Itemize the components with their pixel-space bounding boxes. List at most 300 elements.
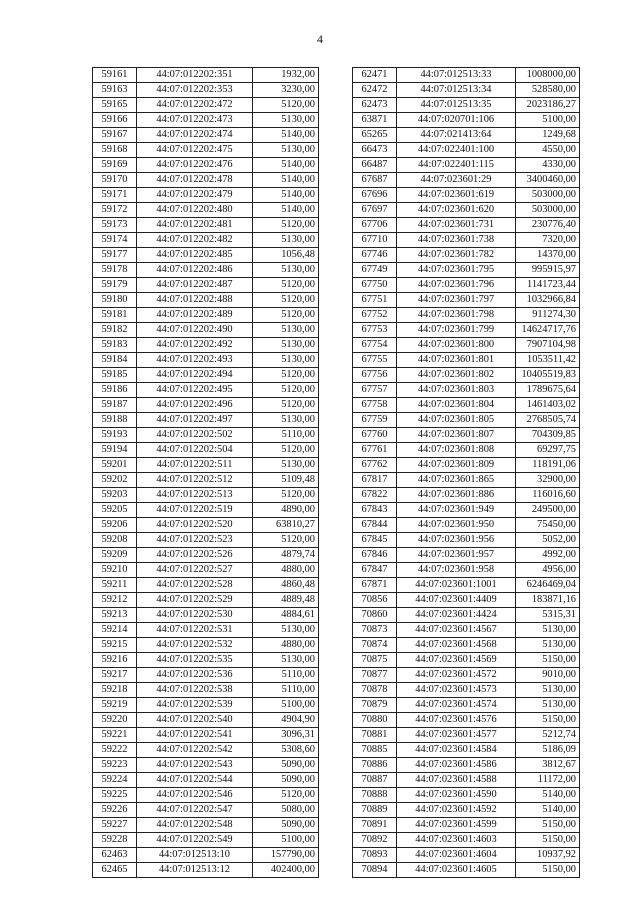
value-cell: 5080,00 xyxy=(253,803,319,818)
row-number-cell: 59163 xyxy=(93,83,137,98)
table-row xyxy=(93,428,319,443)
value-cell: 4860,48 xyxy=(253,578,319,593)
value-cell: 5090,00 xyxy=(253,773,319,788)
row-number-cell: 59183 xyxy=(93,338,137,353)
row-number-cell: 62463 xyxy=(93,848,137,863)
row-number-cell: 62465 xyxy=(93,863,137,878)
row-number-cell: 59228 xyxy=(93,833,137,848)
row-number-cell: 59186 xyxy=(93,383,137,398)
table-row xyxy=(353,353,580,368)
value-cell: 5052,00 xyxy=(516,533,580,548)
value-cell: 5150,00 xyxy=(516,653,580,668)
value-cell: 249500,00 xyxy=(516,503,580,518)
row-number-cell: 67822 xyxy=(353,488,397,503)
value-cell: 2023186,27 xyxy=(516,98,580,113)
value-cell: 4889,48 xyxy=(253,593,319,608)
value-cell: 5120,00 xyxy=(253,293,319,308)
table-row xyxy=(93,143,319,158)
cadastral-number-cell: 44:07:012202:474 xyxy=(137,128,253,143)
cadastral-number-cell: 44:07:012202:481 xyxy=(137,218,253,233)
row-number-cell: 62473 xyxy=(353,98,397,113)
table-row xyxy=(353,368,580,383)
table-row xyxy=(353,683,580,698)
value-cell: 9010,00 xyxy=(516,668,580,683)
value-cell: 5130,00 xyxy=(253,113,319,128)
table-row xyxy=(353,278,580,293)
cadastral-number-cell: 44:07:023601:956 xyxy=(397,533,516,548)
table-row xyxy=(353,788,580,803)
cadastral-number-cell: 44:07:012202:549 xyxy=(137,833,253,848)
row-number-cell: 59185 xyxy=(93,368,137,383)
table-row xyxy=(93,503,319,518)
value-cell: 5150,00 xyxy=(516,713,580,728)
table-row xyxy=(93,338,319,353)
value-cell: 5186,09 xyxy=(516,743,580,758)
value-cell: 7907104,98 xyxy=(516,338,580,353)
row-number-cell: 59170 xyxy=(93,173,137,188)
value-cell: 5140,00 xyxy=(253,188,319,203)
value-cell: 5130,00 xyxy=(253,323,319,338)
table-row xyxy=(353,83,580,98)
table-row xyxy=(93,458,319,473)
table-row xyxy=(93,683,319,698)
row-number-cell: 59177 xyxy=(93,248,137,263)
value-cell: 5130,00 xyxy=(253,458,319,473)
row-number-cell: 70881 xyxy=(353,728,397,743)
table-row xyxy=(353,668,580,683)
cadastral-number-cell: 44:07:023601:29 xyxy=(397,173,516,188)
value-cell: 911274,30 xyxy=(516,308,580,323)
value-cell: 3096,31 xyxy=(253,728,319,743)
table-row xyxy=(353,173,580,188)
row-number-cell: 67754 xyxy=(353,338,397,353)
value-cell: 5150,00 xyxy=(516,818,580,833)
table-row xyxy=(93,278,319,293)
row-number-cell: 59174 xyxy=(93,233,137,248)
row-number-cell: 59202 xyxy=(93,473,137,488)
table-row xyxy=(353,533,580,548)
value-cell: 5110,00 xyxy=(253,683,319,698)
row-number-cell: 59171 xyxy=(93,188,137,203)
value-cell: 14624717,76 xyxy=(516,323,580,338)
row-number-cell: 67750 xyxy=(353,278,397,293)
cadastral-number-cell: 44:07:012202:493 xyxy=(137,353,253,368)
row-number-cell: 59173 xyxy=(93,218,137,233)
row-number-cell: 67755 xyxy=(353,353,397,368)
value-cell: 3812,67 xyxy=(516,758,580,773)
cadastral-number-cell: 44:07:012202:520 xyxy=(137,518,253,533)
cadastral-number-cell: 44:07:023601:803 xyxy=(397,383,516,398)
value-cell: 1053511,42 xyxy=(516,353,580,368)
table-row xyxy=(93,413,319,428)
table-row xyxy=(93,593,319,608)
cadastral-number-cell: 44:07:012202:539 xyxy=(137,698,253,713)
row-number-cell: 59161 xyxy=(93,68,137,83)
value-cell: 5120,00 xyxy=(253,278,319,293)
cadastral-number-cell: 44:07:012202:504 xyxy=(137,443,253,458)
row-number-cell: 59181 xyxy=(93,308,137,323)
row-number-cell: 70888 xyxy=(353,788,397,803)
cadastral-number-cell: 44:07:012202:476 xyxy=(137,158,253,173)
value-cell: 7320,00 xyxy=(516,233,580,248)
row-number-cell: 67758 xyxy=(353,398,397,413)
table-row xyxy=(353,218,580,233)
cadastral-number-cell: 44:07:012202:485 xyxy=(137,248,253,263)
table-row xyxy=(353,833,580,848)
value-cell: 63810,27 xyxy=(253,518,319,533)
cadastral-number-cell: 44:07:023601:1001 xyxy=(397,578,516,593)
table-row xyxy=(353,158,580,173)
value-cell: 116016,60 xyxy=(516,488,580,503)
table-row xyxy=(93,608,319,623)
cadastral-number-cell: 44:07:023601:808 xyxy=(397,443,516,458)
value-cell: 5130,00 xyxy=(516,683,580,698)
table-row xyxy=(93,818,319,833)
cadastral-number-cell: 44:07:022401:115 xyxy=(397,158,516,173)
value-cell: 5090,00 xyxy=(253,758,319,773)
value-cell: 5090,00 xyxy=(253,818,319,833)
row-number-cell: 67756 xyxy=(353,368,397,383)
table-row xyxy=(93,713,319,728)
table-row xyxy=(353,473,580,488)
table-row xyxy=(353,698,580,713)
value-cell: 5140,00 xyxy=(516,803,580,818)
table-row xyxy=(93,293,319,308)
cadastral-number-cell: 44:07:012202:511 xyxy=(137,458,253,473)
cadastral-number-cell: 44:07:012202:543 xyxy=(137,758,253,773)
table-row xyxy=(93,488,319,503)
row-number-cell: 59216 xyxy=(93,653,137,668)
row-number-cell: 59182 xyxy=(93,323,137,338)
cadastral-number-cell: 44:07:012202:495 xyxy=(137,383,253,398)
row-number-cell: 65265 xyxy=(353,128,397,143)
table-row xyxy=(353,323,580,338)
cadastral-number-cell: 44:07:023601:804 xyxy=(397,398,516,413)
value-cell: 5130,00 xyxy=(253,623,319,638)
row-number-cell: 59222 xyxy=(93,743,137,758)
value-cell: 3400460,00 xyxy=(516,173,580,188)
table-row xyxy=(93,98,319,113)
value-cell: 230776,40 xyxy=(516,218,580,233)
cadastral-number-cell: 44:07:023601:950 xyxy=(397,518,516,533)
row-number-cell: 59205 xyxy=(93,503,137,518)
value-cell: 2768505,74 xyxy=(516,413,580,428)
table-row xyxy=(93,248,319,263)
table-row xyxy=(353,818,580,833)
cadastral-number-cell: 44:07:023601:798 xyxy=(397,308,516,323)
cadastral-number-cell: 44:07:012202:486 xyxy=(137,263,253,278)
row-number-cell: 70880 xyxy=(353,713,397,728)
value-cell: 5100,00 xyxy=(516,113,580,128)
table-row xyxy=(93,173,319,188)
row-number-cell: 62472 xyxy=(353,83,397,98)
row-number-cell: 59225 xyxy=(93,788,137,803)
row-number-cell: 59166 xyxy=(93,113,137,128)
value-cell: 5120,00 xyxy=(253,533,319,548)
row-number-cell: 59172 xyxy=(93,203,137,218)
table-row xyxy=(353,848,580,863)
table-row xyxy=(93,788,319,803)
value-cell: 1056,48 xyxy=(253,248,319,263)
value-cell: 4956,00 xyxy=(516,563,580,578)
cadastral-number-cell: 44:07:012202:351 xyxy=(137,68,253,83)
cadastral-number-cell: 44:07:012202:497 xyxy=(137,413,253,428)
table-row xyxy=(353,743,580,758)
table-row xyxy=(93,308,319,323)
table-row xyxy=(353,308,580,323)
cadastral-number-cell: 44:07:023601:4569 xyxy=(397,653,516,668)
table-row xyxy=(93,623,319,638)
value-cell: 5130,00 xyxy=(516,638,580,653)
cadastral-number-cell: 44:07:023601:4574 xyxy=(397,698,516,713)
value-cell: 5120,00 xyxy=(253,488,319,503)
cadastral-number-cell: 44:07:023601:799 xyxy=(397,323,516,338)
table-row xyxy=(353,398,580,413)
cadastral-number-cell: 44:07:012202:540 xyxy=(137,713,253,728)
table-row xyxy=(93,398,319,413)
value-cell: 5130,00 xyxy=(253,338,319,353)
row-number-cell: 67759 xyxy=(353,413,397,428)
value-cell: 1141723,44 xyxy=(516,278,580,293)
value-cell: 5100,00 xyxy=(253,833,319,848)
cadastral-number-cell: 44:07:012202:489 xyxy=(137,308,253,323)
cadastral-number-cell: 44:07:023601:4568 xyxy=(397,638,516,653)
row-number-cell: 59165 xyxy=(93,98,137,113)
table-row xyxy=(93,368,319,383)
table-row xyxy=(93,803,319,818)
table-row xyxy=(353,518,580,533)
row-number-cell: 67847 xyxy=(353,563,397,578)
row-number-cell: 59213 xyxy=(93,608,137,623)
table-row xyxy=(353,773,580,788)
cadastral-number-cell: 44:07:023601:958 xyxy=(397,563,516,578)
value-cell: 4330,00 xyxy=(516,158,580,173)
row-number-cell: 67697 xyxy=(353,203,397,218)
table-row xyxy=(93,548,319,563)
row-number-cell: 66473 xyxy=(353,143,397,158)
cadastral-number-cell: 44:07:012202:546 xyxy=(137,788,253,803)
cadastral-number-cell: 44:07:012202:529 xyxy=(137,593,253,608)
table-row xyxy=(353,233,580,248)
table-row xyxy=(93,758,319,773)
cadastral-number-cell: 44:07:012202:512 xyxy=(137,473,253,488)
cadastral-number-cell: 44:07:023601:796 xyxy=(397,278,516,293)
table-row xyxy=(353,758,580,773)
cadastral-number-cell: 44:07:012202:488 xyxy=(137,293,253,308)
value-cell: 503000,00 xyxy=(516,203,580,218)
cadastral-number-cell: 44:07:023601:4588 xyxy=(397,773,516,788)
value-cell: 5120,00 xyxy=(253,443,319,458)
row-number-cell: 59209 xyxy=(93,548,137,563)
cadastral-number-cell: 44:07:012202:502 xyxy=(137,428,253,443)
cadastral-number-cell: 44:07:023601:4576 xyxy=(397,713,516,728)
value-cell: 6246469,04 xyxy=(516,578,580,593)
cadastral-number-cell: 44:07:012202:527 xyxy=(137,563,253,578)
table-row xyxy=(353,578,580,593)
row-number-cell: 59187 xyxy=(93,398,137,413)
table-row xyxy=(93,698,319,713)
cadastral-number-cell: 44:07:012202:530 xyxy=(137,608,253,623)
row-number-cell: 67710 xyxy=(353,233,397,248)
table-row xyxy=(93,848,319,863)
table-row xyxy=(353,548,580,563)
row-number-cell: 70860 xyxy=(353,608,397,623)
row-number-cell: 59210 xyxy=(93,563,137,578)
cadastral-number-cell: 44:07:012202:531 xyxy=(137,623,253,638)
value-cell: 5120,00 xyxy=(253,98,319,113)
cadastral-number-cell: 44:07:023601:4409 xyxy=(397,593,516,608)
table-row xyxy=(353,863,580,878)
value-cell: 5140,00 xyxy=(253,203,319,218)
cadastral-number-cell: 44:07:012202:475 xyxy=(137,143,253,158)
table-row xyxy=(353,248,580,263)
table-row xyxy=(353,458,580,473)
cadastral-number-cell: 44:07:023601:619 xyxy=(397,188,516,203)
row-number-cell: 59218 xyxy=(93,683,137,698)
table-row xyxy=(353,443,580,458)
table-row xyxy=(93,203,319,218)
table-row xyxy=(353,653,580,668)
value-cell: 5120,00 xyxy=(253,383,319,398)
row-number-cell: 59167 xyxy=(93,128,137,143)
table-row xyxy=(93,353,319,368)
row-number-cell: 59193 xyxy=(93,428,137,443)
row-number-cell: 67706 xyxy=(353,218,397,233)
cadastral-number-cell: 44:07:012202:473 xyxy=(137,113,253,128)
value-cell: 4880,00 xyxy=(253,563,319,578)
value-cell: 5140,00 xyxy=(253,128,319,143)
right-parcel-table xyxy=(352,67,580,878)
value-cell: 1008000,00 xyxy=(516,68,580,83)
cadastral-number-cell: 44:07:023601:801 xyxy=(397,353,516,368)
table-row xyxy=(93,563,319,578)
table-row xyxy=(93,383,319,398)
row-number-cell: 67753 xyxy=(353,323,397,338)
value-cell: 11172,00 xyxy=(516,773,580,788)
table-row xyxy=(93,83,319,98)
table-row xyxy=(353,713,580,728)
row-number-cell: 67751 xyxy=(353,293,397,308)
value-cell: 32900,00 xyxy=(516,473,580,488)
value-cell: 5120,00 xyxy=(253,308,319,323)
cadastral-number-cell: 44:07:012202:548 xyxy=(137,818,253,833)
row-number-cell: 67846 xyxy=(353,548,397,563)
value-cell: 5150,00 xyxy=(516,833,580,848)
value-cell: 5130,00 xyxy=(253,413,319,428)
value-cell: 5130,00 xyxy=(253,233,319,248)
row-number-cell: 70875 xyxy=(353,653,397,668)
cadastral-number-cell: 44:07:023601:795 xyxy=(397,263,516,278)
value-cell: 5110,00 xyxy=(253,428,319,443)
cadastral-number-cell: 44:07:023601:807 xyxy=(397,428,516,443)
row-number-cell: 59224 xyxy=(93,773,137,788)
value-cell: 5130,00 xyxy=(516,698,580,713)
value-cell: 5130,00 xyxy=(253,353,319,368)
row-number-cell: 67843 xyxy=(353,503,397,518)
cadastral-number-cell: 44:07:012202:513 xyxy=(137,488,253,503)
cadastral-number-cell: 44:07:012202:487 xyxy=(137,278,253,293)
row-number-cell: 70889 xyxy=(353,803,397,818)
value-cell: 5130,00 xyxy=(253,143,319,158)
table-row xyxy=(93,518,319,533)
row-number-cell: 59178 xyxy=(93,263,137,278)
table-row xyxy=(93,578,319,593)
cadastral-number-cell: 44:07:012202:536 xyxy=(137,668,253,683)
row-number-cell: 70891 xyxy=(353,818,397,833)
value-cell: 5140,00 xyxy=(516,788,580,803)
value-cell: 1032966,84 xyxy=(516,293,580,308)
row-number-cell: 59217 xyxy=(93,668,137,683)
cadastral-number-cell: 44:07:023601:957 xyxy=(397,548,516,563)
row-number-cell: 59194 xyxy=(93,443,137,458)
cadastral-number-cell: 44:07:012202:353 xyxy=(137,83,253,98)
value-cell: 528580,00 xyxy=(516,83,580,98)
value-cell: 4992,00 xyxy=(516,548,580,563)
value-cell: 4904,90 xyxy=(253,713,319,728)
cadastral-number-cell: 44:07:023601:865 xyxy=(397,473,516,488)
row-number-cell: 59211 xyxy=(93,578,137,593)
cadastral-number-cell: 44:07:023601:805 xyxy=(397,413,516,428)
value-cell: 5120,00 xyxy=(253,398,319,413)
left-parcel-table xyxy=(92,67,319,878)
table-row xyxy=(353,143,580,158)
table-row xyxy=(93,158,319,173)
cadastral-number-cell: 44:07:023601:4603 xyxy=(397,833,516,848)
table-row xyxy=(353,293,580,308)
row-number-cell: 67760 xyxy=(353,428,397,443)
row-number-cell: 67762 xyxy=(353,458,397,473)
value-cell: 4880,00 xyxy=(253,638,319,653)
cadastral-number-cell: 44:07:023601:802 xyxy=(397,368,516,383)
value-cell: 1461403,02 xyxy=(516,398,580,413)
value-cell: 5109,48 xyxy=(253,473,319,488)
value-cell: 14370,00 xyxy=(516,248,580,263)
cadastral-number-cell: 44:07:023601:797 xyxy=(397,293,516,308)
row-number-cell: 59179 xyxy=(93,278,137,293)
value-cell: 5130,00 xyxy=(253,653,319,668)
row-number-cell: 59180 xyxy=(93,293,137,308)
cadastral-number-cell: 44:07:012513:33 xyxy=(397,68,516,83)
cadastral-number-cell: 44:07:012202:492 xyxy=(137,338,253,353)
row-number-cell: 70893 xyxy=(353,848,397,863)
cadastral-number-cell: 44:07:012202:544 xyxy=(137,773,253,788)
cadastral-number-cell: 44:07:012202:528 xyxy=(137,578,253,593)
value-cell: 157790,00 xyxy=(253,848,319,863)
cadastral-number-cell: 44:07:012513:35 xyxy=(397,98,516,113)
table-row xyxy=(353,623,580,638)
value-cell: 4550,00 xyxy=(516,143,580,158)
row-number-cell: 70873 xyxy=(353,623,397,638)
value-cell: 5212,74 xyxy=(516,728,580,743)
cadastral-number-cell: 44:07:012202:494 xyxy=(137,368,253,383)
row-number-cell: 70894 xyxy=(353,863,397,878)
cadastral-number-cell: 44:07:023601:4605 xyxy=(397,863,516,878)
table-row xyxy=(353,803,580,818)
table-row xyxy=(353,503,580,518)
row-number-cell: 59215 xyxy=(93,638,137,653)
table-row xyxy=(93,833,319,848)
row-number-cell: 59221 xyxy=(93,728,137,743)
cadastral-number-cell: 44:07:023601:4573 xyxy=(397,683,516,698)
row-number-cell: 70879 xyxy=(353,698,397,713)
table-row xyxy=(93,128,319,143)
row-number-cell: 67752 xyxy=(353,308,397,323)
cadastral-number-cell: 44:07:023601:949 xyxy=(397,503,516,518)
cadastral-number-cell: 44:07:023601:886 xyxy=(397,488,516,503)
table-row xyxy=(93,68,319,83)
value-cell: 4884,61 xyxy=(253,608,319,623)
table-row xyxy=(353,263,580,278)
